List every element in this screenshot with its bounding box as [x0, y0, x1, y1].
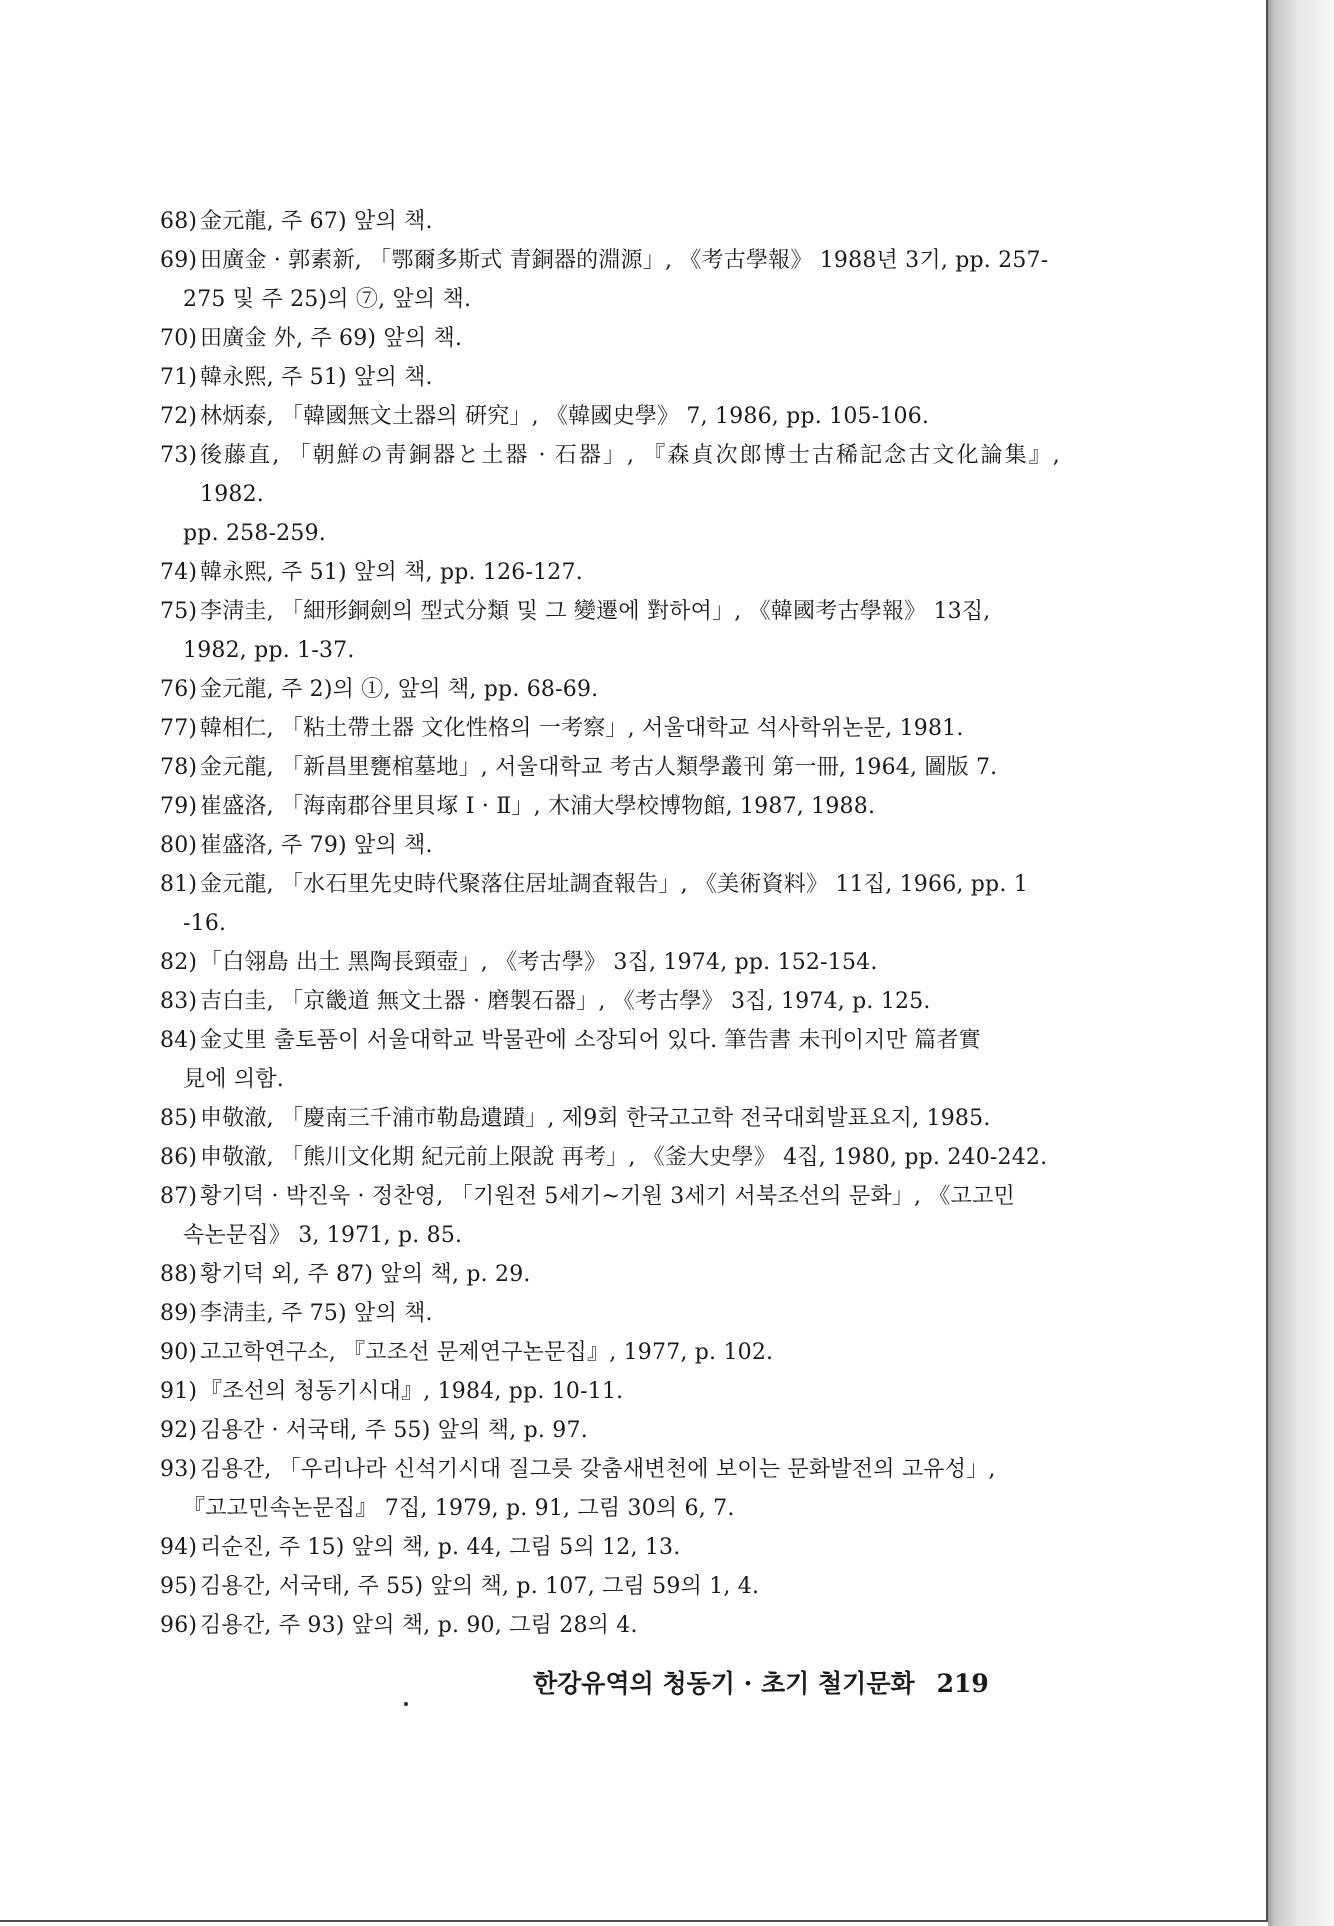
- endnote-number: 73): [160, 443, 198, 468]
- endnote-continuation-line: 『고고민속논문집』 7집, 1979, p. 91, 그림 30의 6, 7.: [183, 1496, 735, 1521]
- endnote-item: [160, 1138, 1060, 1177]
- endnote-number: 89): [160, 1301, 198, 1326]
- endnote-number: 84): [160, 1028, 198, 1053]
- endnote-text: [200, 1294, 1060, 1333]
- endnote-number: 79): [160, 794, 198, 819]
- endnote-text: [200, 787, 1060, 826]
- endnote-item: [160, 1021, 1060, 1099]
- endnote-line: 李淸圭, 주 75) 앞의 책.: [200, 1301, 433, 1326]
- endnote-item: [160, 319, 1060, 358]
- endnote-line: 金元龍, 주 67) 앞의 책.: [200, 209, 433, 234]
- endnote-item: [160, 1294, 1060, 1333]
- endnote-number: 93): [160, 1457, 198, 1482]
- endnote-continuation-line: -16.: [183, 911, 227, 936]
- endnote-number: 77): [160, 716, 198, 741]
- endnote-line: 김용간, 「우리나라 신석기시대 질그릇 갖춤새변천에 보이는 문화발전의 고유성」,: [200, 1457, 996, 1482]
- endnote-item: [160, 241, 1060, 319]
- endnote-text: [200, 1333, 1060, 1372]
- endnote-item: [160, 709, 1060, 748]
- endnote-number: 69): [160, 248, 198, 273]
- endnote-text: [183, 865, 1060, 943]
- endnote-line: 申敬澈, 「慶南三千浦市勒島遺蹟」, 제9회 한국고고학 전국대회발표요지, 1985.: [200, 1106, 991, 1131]
- endnote-line: 田廣金 外, 주 69) 앞의 책.: [200, 326, 463, 351]
- endnote-item: [160, 397, 1060, 436]
- endnote-text: [200, 709, 1060, 748]
- endnote-continuation-line: pp. 258-259.: [183, 521, 326, 546]
- page-number: 219: [936, 1669, 989, 1698]
- endnote-line: 고고학연구소, 『고조선 문제연구논문집』, 1977, p. 102.: [200, 1340, 774, 1365]
- endnote-line: 김용간 · 서국태, 주 55) 앞의 책, p. 97.: [200, 1418, 588, 1443]
- endnote-number: 88): [160, 1262, 198, 1287]
- endnote-number: 91): [160, 1379, 198, 1404]
- endnote-number: 94): [160, 1535, 198, 1560]
- endnote-line: 황기덕 · 박진욱 · 정찬영, 「기원전 5세기~기원 3세기 서북조선의 문화」, 《고고민: [200, 1184, 1015, 1209]
- endnote-number: 81): [160, 872, 198, 897]
- scan-speck: [404, 1702, 408, 1706]
- endnote-line: 崔盛洛, 주 79) 앞의 책.: [200, 833, 433, 858]
- endnote-number: 87): [160, 1184, 198, 1209]
- endnote-number: 71): [160, 365, 198, 390]
- endnote-text: [200, 1528, 1060, 1567]
- endnote-text: [200, 1138, 1060, 1177]
- endnote-text: [200, 202, 1060, 241]
- endnote-line: 後藤直, 「朝鮮の靑銅器と土器 · 石器」, 『森貞次郎博士古稀記念古文化論集』, 1982.: [200, 443, 1060, 507]
- endnote-item: [160, 1099, 1060, 1138]
- endnote-text: [200, 1411, 1060, 1450]
- endnote-number: 80): [160, 833, 198, 858]
- endnote-text: [200, 358, 1060, 397]
- endnote-text: [200, 1567, 1060, 1606]
- endnote-line: 金元龍, 주 2)의 ①, 앞의 책, pp. 68-69.: [200, 677, 599, 702]
- endnote-number: 70): [160, 326, 198, 351]
- endnote-text: [200, 748, 1060, 787]
- page-edge-shadow: [1268, 0, 1334, 1926]
- endnote-number: 75): [160, 599, 198, 624]
- endnote-line: 李淸圭, 「細形銅劍의 型式分類 및 그 變遷에 對하여」, 《韓國考古學報》 13집,: [200, 599, 991, 624]
- endnote-number: 90): [160, 1340, 198, 1365]
- endnote-text: [200, 982, 1060, 1021]
- endnote-line: 申敬澈, 「熊川文化期 紀元前上限說 再考」, 《釜大史學》 4집, 1980, pp. 240-242.: [200, 1145, 1048, 1170]
- endnote-number: 95): [160, 1574, 198, 1599]
- endnote-continuation-line: 속논문집》 3, 1971, p. 85.: [183, 1223, 463, 1248]
- endnote-line: 김용간, 주 93) 앞의 책, p. 90, 그림 28의 4.: [200, 1613, 638, 1638]
- endnote-item: [160, 202, 1060, 241]
- endnote-text: [200, 319, 1060, 358]
- endnote-item: [160, 592, 1060, 670]
- endnote-item: [160, 1450, 1060, 1528]
- endnote-item: [160, 553, 1060, 592]
- endnote-item: [160, 436, 1060, 553]
- endnote-item: [160, 826, 1060, 865]
- endnote-text: [183, 241, 1060, 319]
- endnote-item: [160, 358, 1060, 397]
- endnote-item: [160, 865, 1060, 943]
- endnote-text: [183, 1177, 1060, 1255]
- endnote-item: [160, 1255, 1060, 1294]
- endnote-line: 韓永熙, 주 51) 앞의 책, pp. 126-127.: [200, 560, 583, 585]
- endnote-line: 「白翎島 出土 黑陶長頸壺」, 《考古學》 3집, 1974, pp. 152-154.: [200, 950, 878, 975]
- endnote-text: [200, 1372, 1060, 1411]
- running-title: 한강유역의 청동기 · 초기 철기문화: [533, 1669, 915, 1698]
- endnote-number: 76): [160, 677, 198, 702]
- endnote-line: 金元龍, 「水石里先史時代聚落住居址調査報告」, 《美術資料》 11집, 1966, pp. 1: [200, 872, 1028, 897]
- endnote-continuation-line: 見에 의함.: [183, 1067, 284, 1092]
- endnote-text: [200, 553, 1060, 592]
- endnote-item: [160, 1333, 1060, 1372]
- endnote-continuation-line: 1982, pp. 1-37.: [183, 638, 355, 663]
- endnote-text: [200, 397, 1060, 436]
- endnote-item: [160, 1411, 1060, 1450]
- endnote-number: 74): [160, 560, 198, 585]
- endnote-line: 김용간, 서국태, 주 55) 앞의 책, p. 107, 그림 59의 1, 4.: [200, 1574, 760, 1599]
- endnote-line: 崔盛洛, 「海南郡谷里貝塚 Ⅰ · Ⅱ」, 木浦大學校博物館, 1987, 1988.: [200, 794, 876, 819]
- endnote-text: [183, 592, 1060, 670]
- endnote-number: 92): [160, 1418, 198, 1443]
- endnote-text: [200, 670, 1060, 709]
- endnote-text: [200, 826, 1060, 865]
- endnote-text: [200, 1099, 1060, 1138]
- page-footer: [533, 1664, 1025, 1700]
- endnote-item: [160, 1372, 1060, 1411]
- endnote-number: 82): [160, 950, 198, 975]
- endnote-item: [160, 1567, 1060, 1606]
- endnote-line: 『조선의 청동기시대』, 1984, pp. 10-11.: [200, 1379, 624, 1404]
- endnote-line: 林炳泰, 「韓國無文土器의 硏究」, 《韓國史學》 7, 1986, pp. 105-106.: [200, 404, 930, 429]
- endnote-text: [200, 943, 1060, 982]
- endnote-item: [160, 748, 1060, 787]
- endnote-text: [183, 1450, 1060, 1528]
- endnote-line: 田廣金 · 郭素新, 「鄂爾多斯式 青銅器的淵源」, 《考古學報》 1988년 3기, pp. 257-: [200, 248, 1049, 273]
- endnote-line: 韓永熙, 주 51) 앞의 책.: [200, 365, 433, 390]
- endnote-line: 리순진, 주 15) 앞의 책, p. 44, 그림 5의 12, 13.: [200, 1535, 681, 1560]
- endnote-number: 72): [160, 404, 198, 429]
- endnote-item: [160, 1528, 1060, 1567]
- endnote-number: 83): [160, 989, 198, 1014]
- endnote-item: [160, 1606, 1060, 1645]
- endnote-item: [160, 943, 1060, 982]
- endnote-line: 吉白圭, 「京畿道 無文土器 · 磨製石器」, 《考古學》 3집, 1974, p. 125.: [200, 989, 931, 1014]
- endnote-text: [200, 1606, 1060, 1645]
- endnote-continuation-line: 275 및 주 25)의 ⑦, 앞의 책.: [183, 287, 472, 312]
- endnote-number: 78): [160, 755, 198, 780]
- endnote-line: 金元龍, 「新昌里甕棺墓地」, 서울대학교 考古人類學叢刊 第一冊, 1964, 圖版 7.: [200, 755, 998, 780]
- endnote-line: 황기덕 외, 주 87) 앞의 책, p. 29.: [200, 1262, 531, 1287]
- endnote-number: 86): [160, 1145, 198, 1170]
- endnote-text: [200, 1255, 1060, 1294]
- endnote-number: 96): [160, 1613, 198, 1638]
- endnote-number: 85): [160, 1106, 198, 1131]
- endnotes-list: [160, 202, 1060, 1645]
- endnote-line: 韓相仁, 「粘土帶土器 文化性格의 一考察」, 서울대학교 석사학위논문, 1981.: [200, 716, 964, 741]
- endnote-number: 68): [160, 209, 198, 234]
- endnote-item: [160, 787, 1060, 826]
- endnote-item: [160, 982, 1060, 1021]
- endnote-item: [160, 1177, 1060, 1255]
- endnote-text: [183, 436, 1060, 553]
- endnote-item: [160, 670, 1060, 709]
- endnote-text: [183, 1021, 1060, 1099]
- endnote-line: 金丈里 출토품이 서울대학교 박물관에 소장되어 있다. 筆告書 未刊이지만 篇者實: [200, 1028, 981, 1053]
